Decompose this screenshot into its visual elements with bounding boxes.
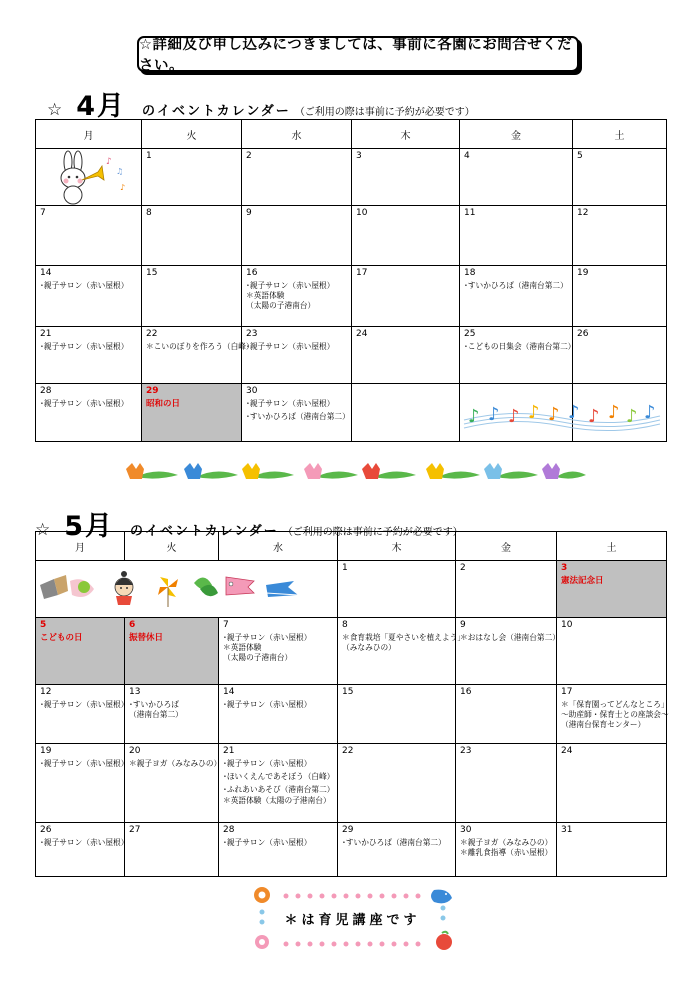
day-header: 火	[142, 120, 242, 149]
svg-text:♪: ♪	[568, 402, 580, 423]
calendar-cell: 16	[456, 685, 557, 744]
calendar-cell: 2	[242, 149, 352, 206]
event: ＊食育栽培「夏やさいを植えよう」	[342, 633, 466, 642]
calendar-cell: 23 ･親子サロン（赤い屋根）	[242, 327, 352, 384]
event: ･親子サロン（赤い屋根）	[246, 342, 335, 351]
day-header: 木	[338, 532, 456, 561]
calendar-cell: 9 ＊おはなし会（港南台第二）	[456, 618, 557, 685]
day-header: 土	[573, 120, 667, 149]
april-label: のイベントカレンダー	[142, 104, 291, 119]
event: ･親子サロン（赤い屋根）	[223, 700, 312, 709]
calendar-cell: 12 ･親子サロン（赤い屋根）	[36, 685, 125, 744]
event: ･すいかひろば（港南台第二）	[246, 412, 350, 421]
may-label: のイベントカレンダー	[130, 524, 279, 539]
bird-icon	[431, 890, 452, 904]
calendar-cell	[460, 384, 656, 442]
event: ＊親子ヨガ（みなみひの）	[129, 759, 222, 768]
calendar-cell	[36, 561, 338, 618]
svg-text:♪: ♪	[608, 402, 620, 423]
day-header: 金	[456, 532, 557, 561]
calendar-cell	[352, 384, 460, 442]
calendar-cell: 10	[557, 618, 667, 685]
calendar-cell: 7 ･親子サロン（赤い屋根） ＊英語体験 （太陽の子港南台）	[219, 618, 338, 685]
calendar-cell: 14 ･親子サロン（赤い屋根）	[36, 266, 142, 327]
calendar-cell: 27	[125, 823, 219, 877]
holiday-name: 振替休日	[129, 633, 164, 643]
svg-text:♪: ♪	[528, 402, 540, 423]
day-header: 月	[36, 532, 125, 561]
event: （太陽の子港南台）	[246, 301, 316, 310]
footer-badge	[250, 886, 455, 954]
pinwheel-icon	[158, 577, 178, 607]
calendar-cell: 13 ･すいかひろば （港南台第二）	[125, 685, 219, 744]
event: （港南台第二）	[129, 710, 183, 719]
may-subtitle: （ご利用の際は事前に予約が必要です）	[282, 527, 463, 538]
svg-text:♪: ♪	[468, 406, 480, 427]
event: ＊英語体験	[246, 291, 285, 300]
event: ＊「保育園ってどんなところ」	[561, 700, 669, 709]
calendar-cell: 28 ･親子サロン（赤い屋根）	[219, 823, 338, 877]
event: ･親子サロン（赤い屋根）	[40, 399, 129, 408]
svg-text:♫: ♫	[116, 167, 124, 176]
calendar-cell: 30 ＊親子ヨガ（みなみひの） ＊離乳食指導（赤い屋根）	[456, 823, 557, 877]
footer-text: ＊は育児講座です	[284, 913, 421, 928]
calendar-cell: 24	[557, 744, 667, 823]
event: ･親子サロン（赤い屋根）	[40, 700, 129, 709]
svg-text:♪: ♪	[626, 406, 638, 427]
holiday-cell: 5 こどもの日	[36, 618, 125, 685]
april-calendar	[35, 119, 667, 442]
holiday-cell: 6 振替休日	[125, 618, 219, 685]
calendar-cell: 1	[338, 561, 456, 618]
calendar-cell: 19	[573, 266, 667, 327]
calendar-cell: 19 ･親子サロン（赤い屋根）	[36, 744, 125, 823]
event: ＊おはなし会（港南台第二）	[460, 633, 560, 642]
calendar-cell: 25 ･こどもの日集会（港南台第二）	[460, 327, 573, 384]
tulip-garland-icon	[126, 459, 586, 489]
calendar-cell: 5	[573, 149, 667, 206]
event: （太陽の子港南台）	[223, 653, 293, 662]
event: ＊英語体験	[223, 643, 262, 652]
day-header: 水	[219, 532, 338, 561]
event: ･親子サロン（赤い屋根）	[246, 399, 335, 408]
event: ＊親子ヨガ（みなみひの）	[460, 838, 553, 847]
event: （港南台保育センター）	[561, 720, 646, 729]
svg-text:♪: ♪	[508, 406, 520, 427]
calendar-cell: 18 ･すいかひろば（港南台第二）	[460, 266, 573, 327]
calendar-cell: 4	[460, 149, 573, 206]
calendar-cell: 3	[352, 149, 460, 206]
event: ＊離乳食指導（赤い屋根）	[460, 848, 553, 857]
koinobori-icon	[226, 577, 298, 597]
svg-text:♪: ♪	[488, 404, 500, 425]
calendar-cell: 8	[142, 206, 242, 266]
holiday-name: 憲法記念日	[561, 576, 604, 586]
calendar-cell: 29 ･すいかひろば（港南台第二）	[338, 823, 456, 877]
april-star: ☆	[47, 100, 63, 120]
calendar-cell: 30 ･親子サロン（赤い屋根） ･すいかひろば（港南台第二）	[242, 384, 352, 442]
svg-text:♪: ♪	[120, 183, 126, 192]
event: ･すいかひろば（港南台第二）	[342, 838, 446, 847]
calendar-cell: 16 ･親子サロン（赤い屋根） ＊英語体験 （太陽の子港南台）	[242, 266, 352, 327]
event: ･親子サロン（赤い屋根）	[223, 633, 312, 642]
holiday-name: こどもの日	[40, 633, 83, 643]
calendar-cell: 26	[573, 327, 667, 384]
calendar-cell: 17	[352, 266, 460, 327]
day-header: 金	[460, 120, 573, 149]
calendar-cell	[573, 384, 667, 442]
calendar-cell: 22 ＊こいのぼりを作ろう（白峰）	[142, 327, 242, 384]
calendar-cell: 31	[557, 823, 667, 877]
calendar-cell: 9	[242, 206, 352, 266]
may-star: ☆	[35, 520, 51, 540]
holiday-cell: 3 憲法記念日	[557, 561, 667, 618]
calendar-cell: 24	[352, 327, 460, 384]
event: ＊こいのぼりを作ろう（白峰）	[146, 342, 254, 351]
calendar-cell: 1	[142, 149, 242, 206]
april-title	[47, 84, 475, 123]
event: ･ふれあいあそび（港南台第二）	[223, 785, 335, 794]
may-month: 5月	[64, 511, 115, 542]
calendar-cell: 7	[36, 206, 142, 266]
calendar-cell: 15	[142, 266, 242, 327]
day-header: 水	[242, 120, 352, 149]
svg-text:♪: ♪	[588, 406, 600, 427]
calendar-cell: 15	[338, 685, 456, 744]
kintaro-doll-icon	[36, 565, 336, 615]
day-header: 月	[36, 120, 142, 149]
svg-text:♪: ♪	[644, 402, 656, 423]
notice-text: ☆詳細及び申し込みにつきましては、事前に各園にお問合せください。	[139, 37, 573, 74]
day-header: 木	[352, 120, 460, 149]
event: ＊英語体験（太陽の子港南台）	[223, 796, 331, 805]
calendar-cell: 21 ･親子サロン（赤い屋根）	[36, 327, 142, 384]
event: ･すいかひろば	[129, 700, 179, 709]
svg-text:♪: ♪	[106, 157, 112, 167]
calendar-cell: 11	[460, 206, 573, 266]
april-subtitle: （ご利用の際は事前に予約が必要です）	[294, 107, 475, 118]
calendar-cell: 28 ･親子サロン（赤い屋根）	[36, 384, 142, 442]
calendar-cell: 17 ＊「保育園ってどんなところ」 ～助産師・保育士との座談会～ （港南台保育センター）	[557, 685, 667, 744]
rabbit-trumpet-icon	[46, 150, 136, 205]
event: ･親子サロン（赤い屋根）	[40, 281, 129, 290]
calendar-cell: 22	[338, 744, 456, 823]
event: ･親子サロン（赤い屋根）	[40, 838, 129, 847]
notice-banner	[137, 36, 579, 72]
event: ～助産師・保育士との座談会～	[561, 710, 669, 719]
holiday-name: 昭和の日	[146, 399, 181, 409]
svg-text:♪: ♪	[548, 404, 560, 425]
calendar-cell: 10	[352, 206, 460, 266]
calendar-cell: 8 ＊食育栽培「夏やさいを植えよう」 （みなみひの）	[338, 618, 456, 685]
calendar-cell: 20 ＊親子ヨガ（みなみひの）	[125, 744, 219, 823]
day-header: 火	[125, 532, 219, 561]
calendar-cell: 21 ･親子サロン（赤い屋根） ･ほいくえんであそぼう（白峰） ･ふれあいあそび（港南台第二） ＊英語体験（太陽の子港南台）	[219, 744, 338, 823]
event: ･ほいくえんであそぼう（白峰）	[223, 772, 335, 781]
calendar-cell: 12	[573, 206, 667, 266]
event: ･親子サロン（赤い屋根）	[40, 759, 129, 768]
event: ･こどもの日集会（港南台第二）	[464, 342, 576, 351]
event: ･親子サロン（赤い屋根）	[246, 281, 335, 290]
event: （みなみひの）	[342, 643, 396, 652]
calendar-cell	[36, 149, 142, 206]
calendar-cell: 26 ･親子サロン（赤い屋根）	[36, 823, 125, 877]
calendar-cell: 23	[456, 744, 557, 823]
event: ･親子サロン（赤い屋根）	[40, 342, 129, 351]
event: ･すいかひろば（港南台第二）	[464, 281, 568, 290]
holiday-cell: 29 昭和の日	[142, 384, 242, 442]
day-header: 土	[557, 532, 667, 561]
may-calendar	[35, 531, 667, 877]
calendar-cell: 2	[456, 561, 557, 618]
calendar-cell: 14 ･親子サロン（赤い屋根）	[219, 685, 338, 744]
april-month: 4月	[76, 91, 127, 122]
event: ･親子サロン（赤い屋根）	[223, 759, 312, 768]
event: ･親子サロン（赤い屋根）	[223, 838, 312, 847]
